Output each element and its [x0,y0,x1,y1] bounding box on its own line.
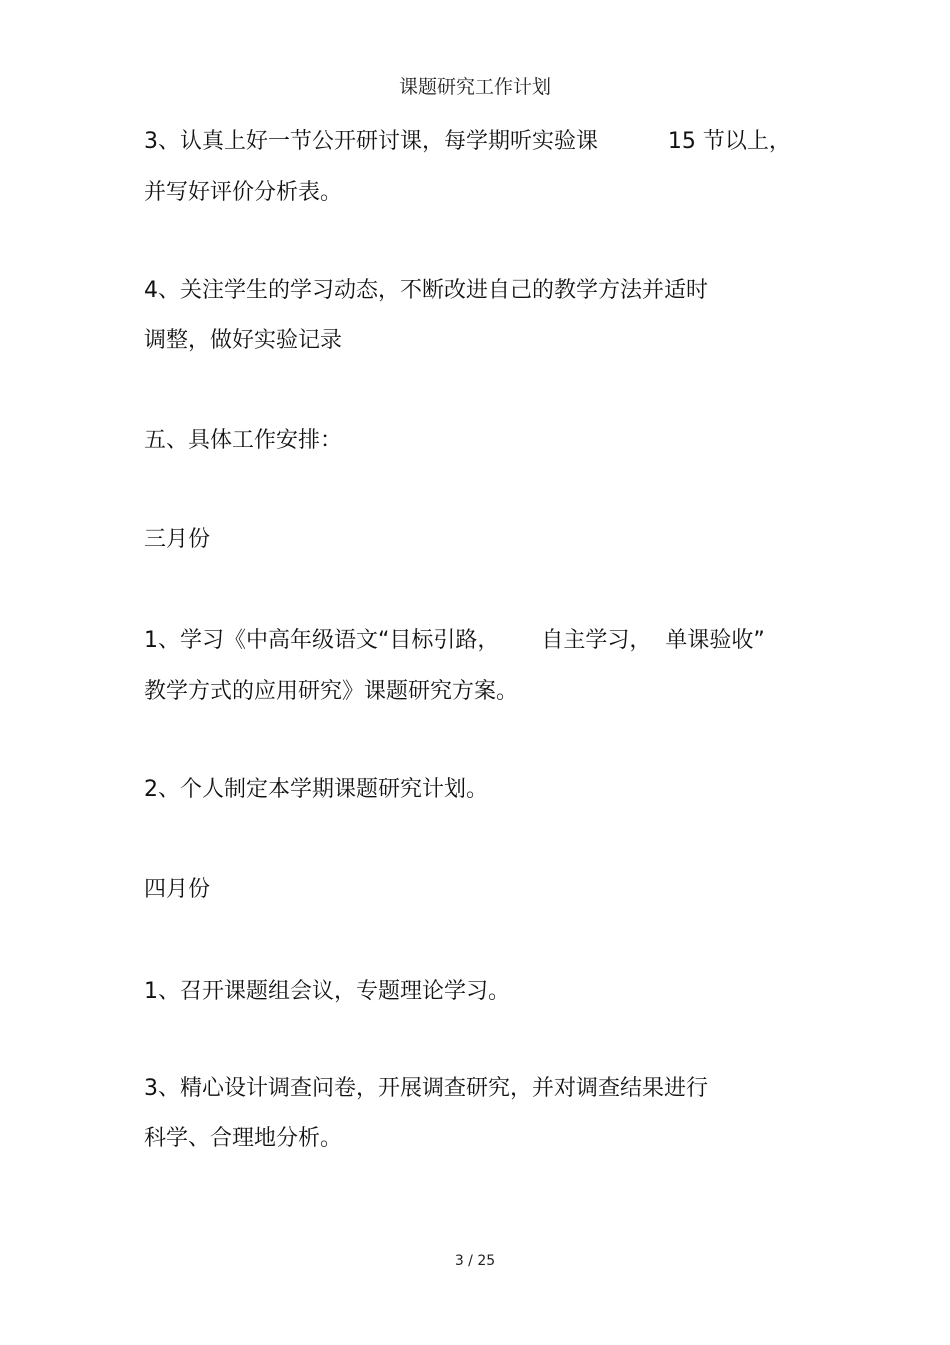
month-heading: 四月份 [144,877,211,902]
text-line: 科学、合理地分析。 [144,1126,343,1151]
text-line: 调整，做好实验记录 [144,328,343,353]
month-heading: 三月份 [144,527,211,552]
section-heading: 五、具体工作安排： [144,428,343,453]
text-line: 4、关注学生的学习动态，不断改进自己的教学方法并适时 [144,278,708,303]
text-line: 1、学习《中高年级语文“目标引路， 自主学习， 单课验收” [144,628,765,653]
text-line: 3、精心设计调查问卷，开展调查研究，并对调查结果进行 [144,1076,708,1101]
page-number: 3 / 25 [454,1253,496,1269]
text-line: 教学方式的应用研究》课题研究方案。 [144,679,519,704]
text-line: 2、个人制定本学期课题研究计划。 [144,777,488,802]
text-line: 1、召开课题组会议，专题理论学习。 [144,979,510,1004]
text-line: 3、认真上好一节公开研讨课，每学期听实验课 15 节以上， [144,129,791,154]
page-header-title: 课题研究工作计划 [398,76,551,98]
text-line: 并写好评价分析表。 [144,180,343,205]
